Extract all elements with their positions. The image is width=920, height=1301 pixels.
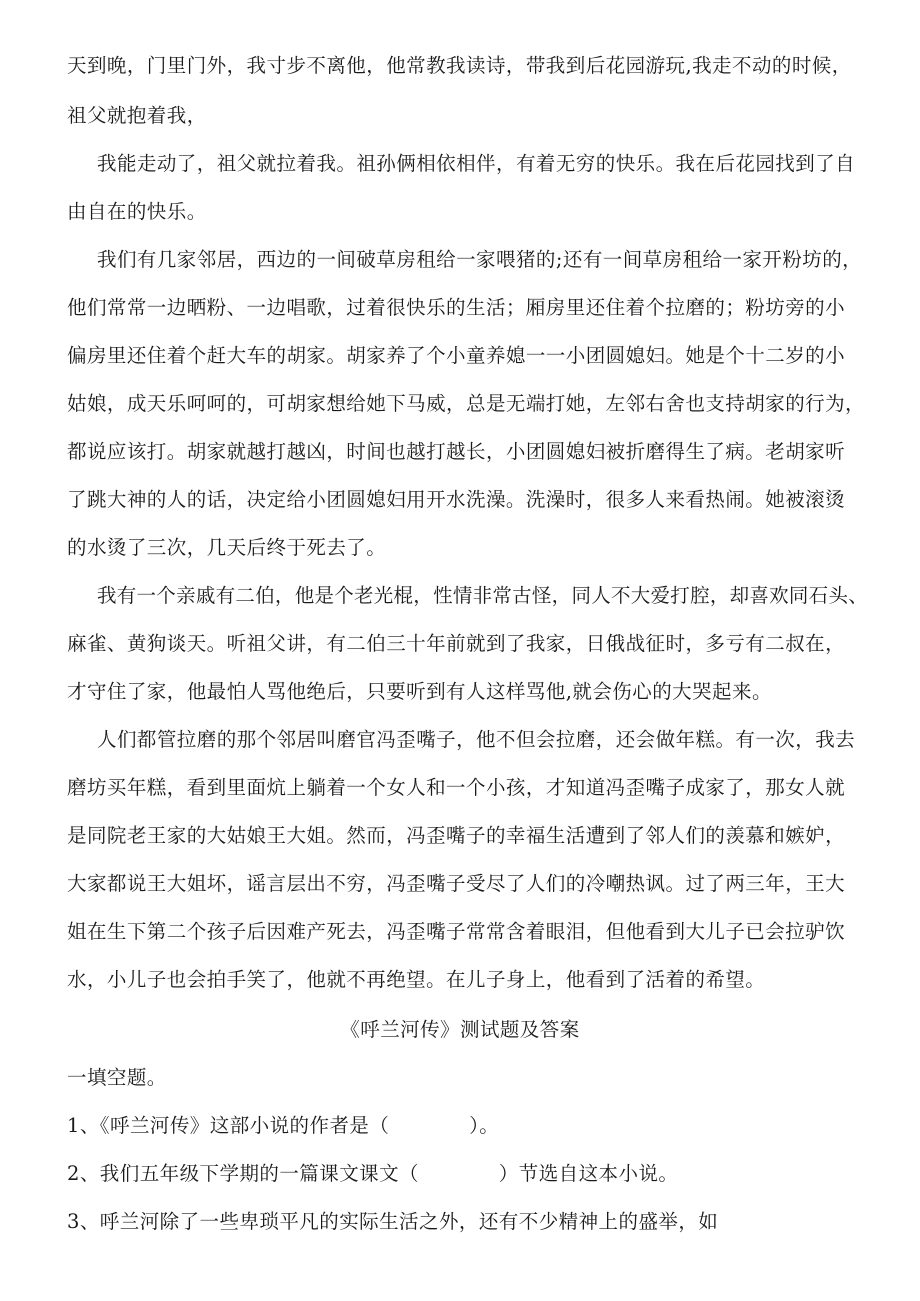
quiz-question-2: 2、我们五年级下学期的一篇课文课文（ ）节选自这本小说。: [67, 1162, 679, 1185]
story-paragraph-1-line-1: 天到晚，门里门外，我寸步不离他，他常教我读诗，带我到后花园游玩,我走不动的时候，: [67, 54, 852, 77]
story-paragraph-4-line-2: 麻雀、黄狗谈天。听祖父讲，有二伯三十年前就到了我家，日俄战征时，多亏有二叔在，: [67, 632, 846, 655]
story-paragraph-3-line-3: 偏房里还住着个赶大车的胡家。胡家养了个小童养媳一一小团圆媳妇。她是个十二岁的小: [67, 344, 846, 367]
story-paragraph-4-line-3: 才守住了家，他最怕人骂他绝后，只要听到有人这样骂他,就会伤心的大哭起来。: [67, 680, 772, 703]
story-paragraph-5-line-4: 大家都说王大姐坏，谣言层出不穷，冯歪嘴子受尽了人们的冷嘲热讽。过了两三年，王大: [67, 872, 846, 895]
story-paragraph-2-line-2: 由自在的快乐。: [67, 200, 207, 223]
quiz-title: 《呼兰河传》测试题及答案: [340, 1018, 580, 1041]
story-paragraph-5-line-3: 是同院老王家的大姑娘王大姐。然而，冯歪嘴子的幸福生活遭到了邻人们的羡慕和嫉妒，: [67, 824, 846, 847]
story-paragraph-1-line-2: 祖父就抱着我，: [67, 104, 207, 127]
story-paragraph-3-line-1: 我们有几家邻居，西边的一间破草房租给一家喂猪的;还有一间草房租给一家开粉坊的，: [97, 248, 863, 271]
story-paragraph-3-line-7: 的水烫了三次，几天后终于死去了。: [67, 536, 387, 559]
story-paragraph-5-line-5: 姐在生下第二个孩子后因难产死去，冯歪嘴子常常含着眼泪，但他看到大儿子已会拉驴饮: [67, 920, 846, 943]
story-paragraph-2-line-1: 我能走动了，祖父就拉着我。祖孙俩相依相伴，有着无穷的快乐。我在后花园找到了自: [97, 152, 856, 175]
story-paragraph-4-line-1: 我有一个亲戚有二伯，他是个老光棍，性情非常古怪，同人不大爱打腔，却喜欢同石头、: [97, 584, 868, 607]
story-paragraph-5-line-2: 磨坊买年糕，看到里面炕上躺着一个女人和一个小孩，才知道冯歪嘴子成家了，那女人就: [67, 776, 846, 799]
story-paragraph-3-line-4: 姑娘，成天乐呵呵的，可胡家想给她下马威，总是无端打她，左邻右舍也支持胡家的行为，: [67, 392, 866, 415]
story-paragraph-3-line-2: 他们常常一边晒粉、一边唱歌，过着很快乐的生活；厢房里还住着个拉磨的；粉坊旁的小: [67, 296, 846, 319]
story-paragraph-5-line-6: 水，小儿子也会拍手笑了，他就不再绝望。在儿子身上，他看到了活着的希望。: [67, 968, 766, 991]
story-paragraph-3-line-5: 都说应该打。胡家就越打越凶，时间也越打越长，小团圆媳妇被折磨得生了病。老胡家听: [67, 440, 846, 463]
story-paragraph-5-line-1: 人们都管拉磨的那个邻居叫磨官冯歪嘴子，他不但会拉磨，还会做年糕。有一次，我去: [97, 728, 856, 751]
story-paragraph-3-line-6: 了跳大神的人的话，决定给小团圆媳妇用开水洗澡。洗澡时，很多人来看热闹。她被滚烫: [67, 488, 846, 511]
quiz-section-heading: 一填空题。: [67, 1066, 167, 1089]
quiz-question-1: 1、《呼兰河传》这部小说的作者是（ ）。: [67, 1114, 500, 1137]
quiz-question-3: 3、呼兰河除了一些卑琐平凡的实际生活之外，还有不少精神上的盛举，如: [67, 1210, 719, 1233]
